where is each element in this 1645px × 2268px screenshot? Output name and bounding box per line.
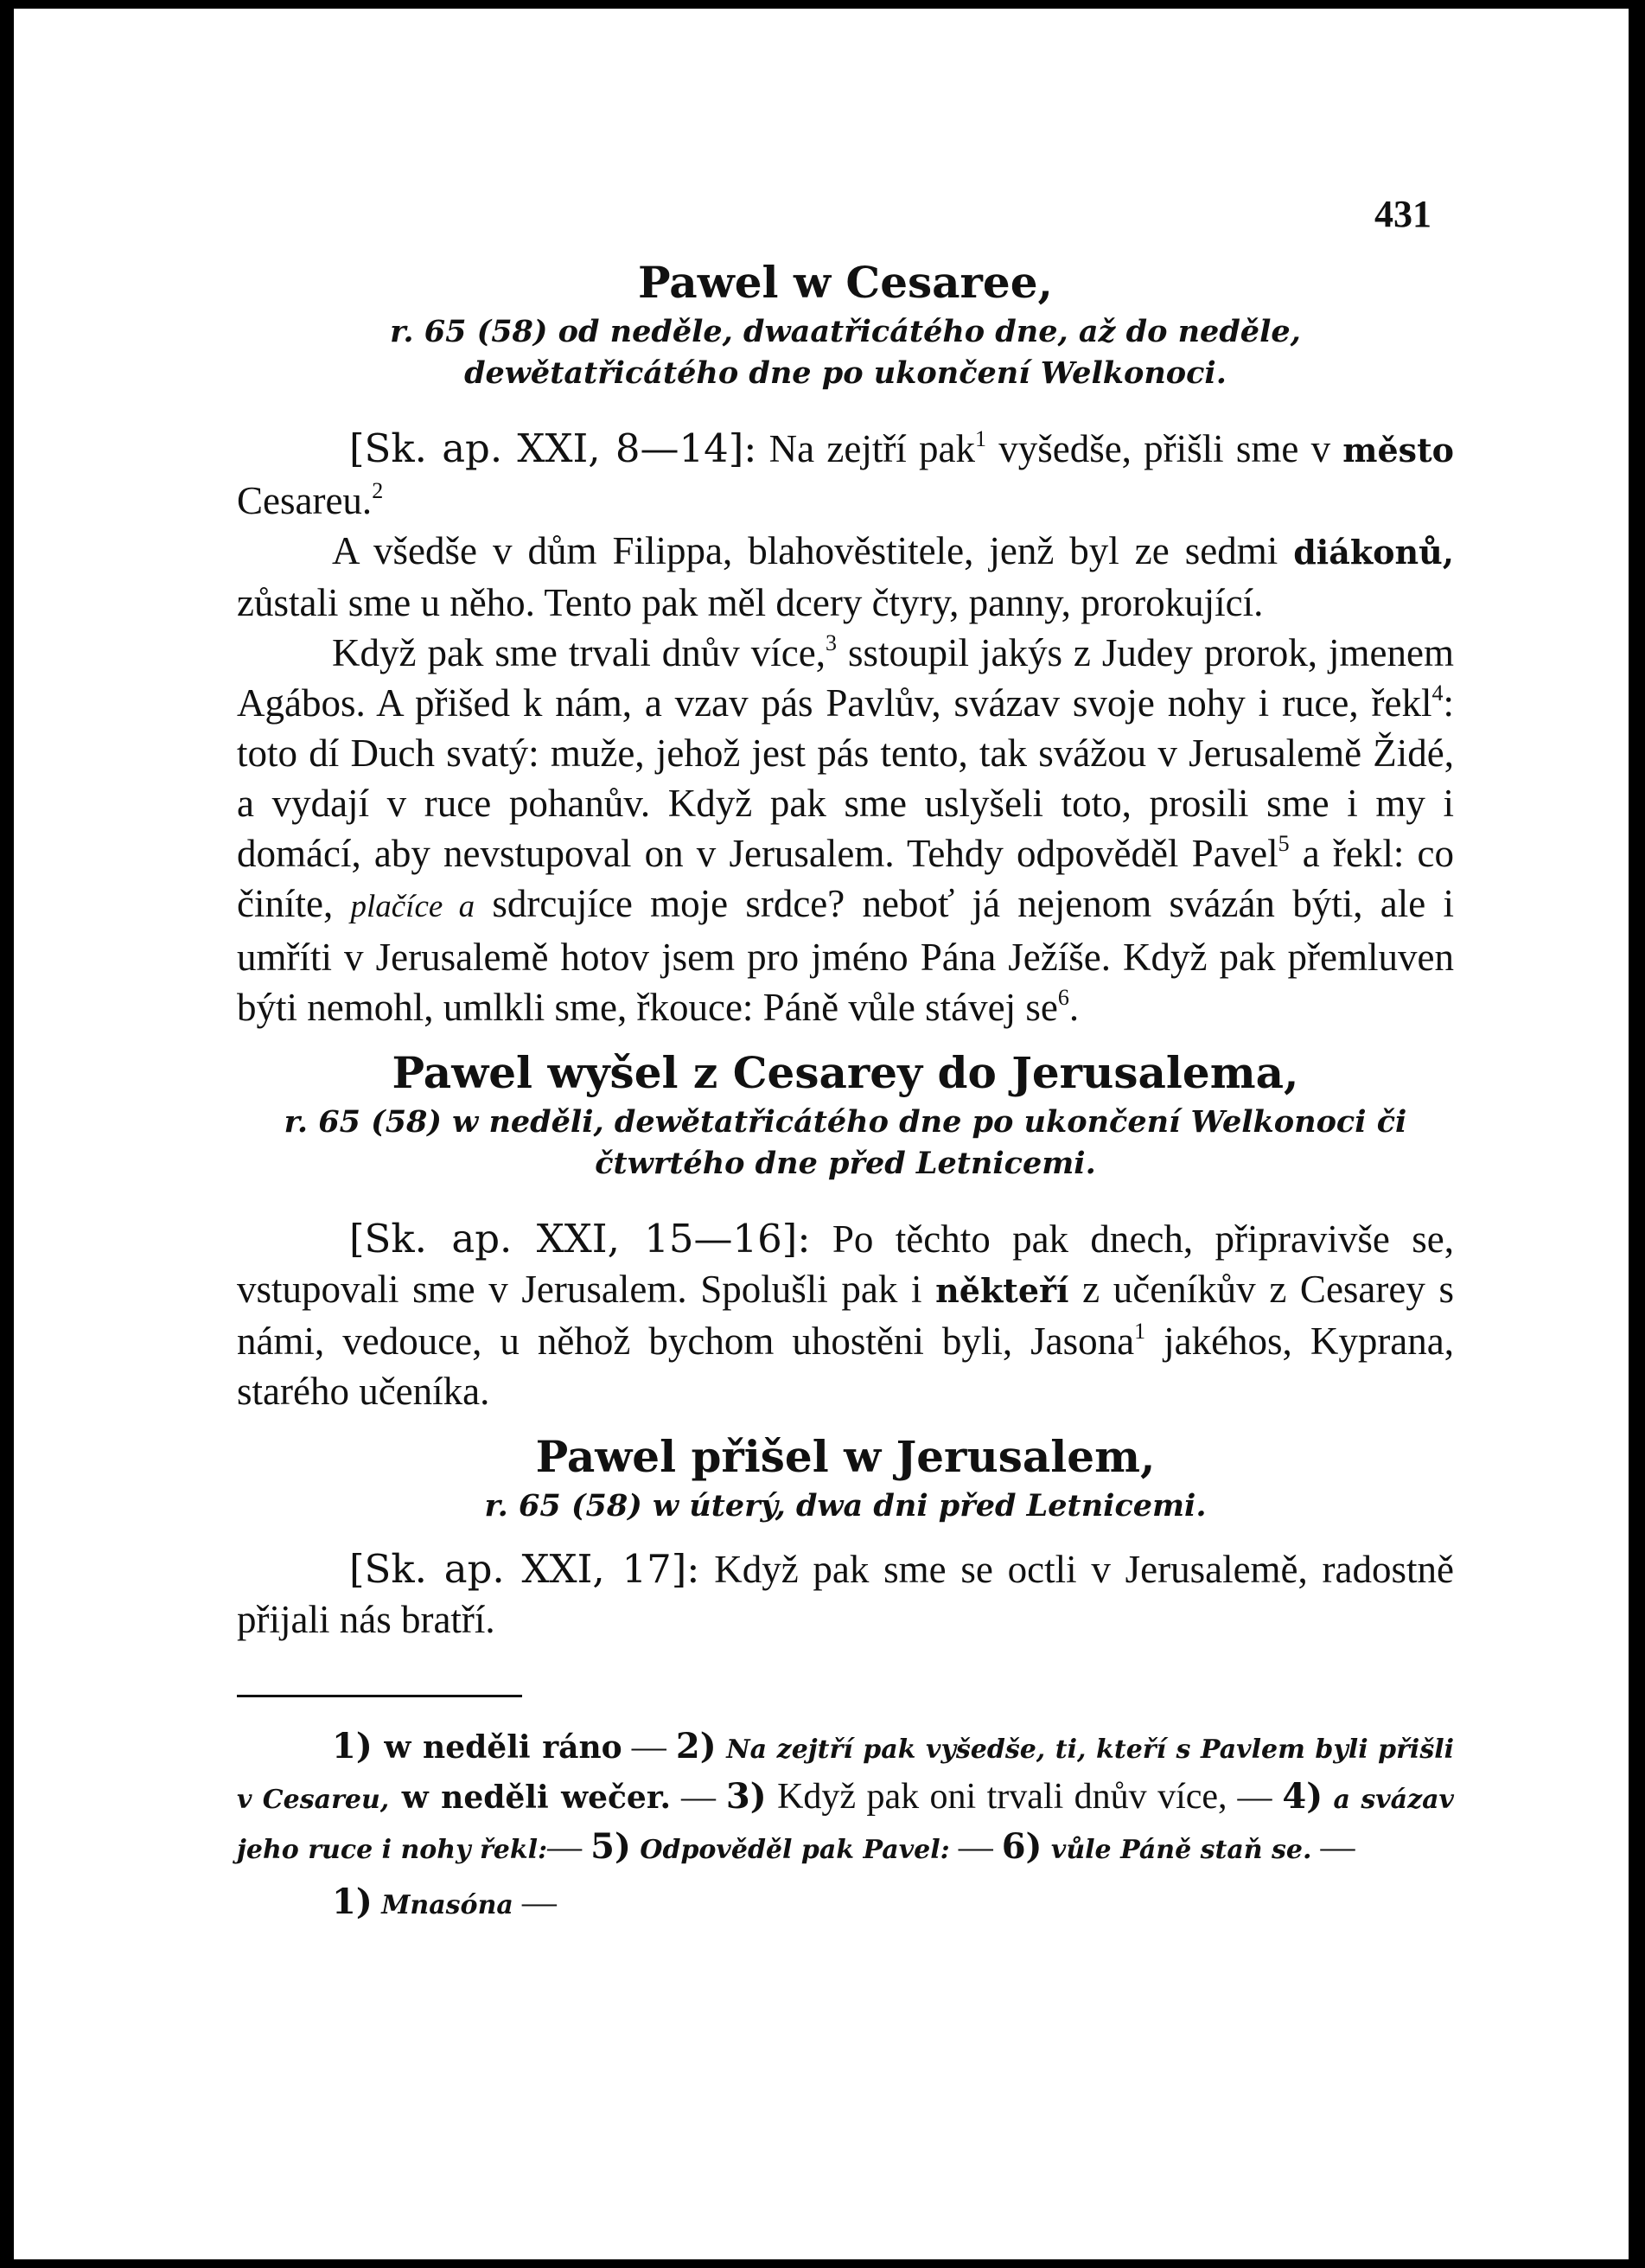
footnotes <box>237 1723 1454 1929</box>
paragraph: [Sk. ap. XXI, 15—16]: Po těchto pak dnech, připravivše se, vstupovali sme v Jerusalem. Spolušli pak i někteří z učeníkův z Cesarey s námi, vedouce, u něhož bychom uhostěni byli, Jasona$^1$ jakéhos, Kyprana, starého učeníka. <box>237 1216 1455 1413</box>
footnote-mark: 1 <box>975 426 986 451</box>
book-page <box>14 9 1629 2259</box>
footnote-mark: 5 <box>1278 831 1290 856</box>
scripture-reference: [Sk. ap. XXI, 15—16]: <box>349 1216 811 1262</box>
page-content <box>237 178 1454 1929</box>
section-title-in-jerusalem: Pawel přišel w Jerusalem, <box>535 1431 1156 1482</box>
section-title-caesarea: Pawel w Cesaree, <box>638 257 1053 308</box>
footnote-block: 1) w neděli ráno — 2) Na zejtří pak vyšedše, ti, kteří s Pavlem byli přišli v Cesareu, w neděli wečer. — 3) Když pak oni trvali dnův více, — 4) a svázav jeho ruce i nohy řekl:— 5) Odpověděl pak Pavel: — 6) vůle Páně staň se. — <box>237 1726 1455 1867</box>
footnote-mark: 4 <box>1431 680 1444 706</box>
footnote-divider <box>237 1695 522 1697</box>
footnote-mark: 3 <box>825 630 837 655</box>
section-date-caesarea: r. 65 (58) od neděle, dwaatřicátého dne, až do neděle, dewětatřicátého dne po ukončení Welkonoci. <box>390 314 1301 391</box>
section-date-to-jerusalem: r. 65 (58) w neděli, dewětatřicátého dne po ukončení Welkonoci či čtwrtého dne před Letnicemi. <box>284 1104 1407 1181</box>
section-title-to-jerusalem: Pawel wyšel z Cesarey do Jerusalema, <box>392 1047 1299 1098</box>
footnote-mark: 2 <box>372 478 384 503</box>
paragraph: Když pak sme trvali dnův více,$^3$ sstoupil jakýs z Judey prorok, jmenem Agábos. A přišed k nám, a vzav pás Pavlův, svázav svoje nohy i ruce, řekl$^4$: toto dí Duch svatý: muže, jehož jest pás tento, tak svážou v Jerusalemě Židé, a vydají v ruce pohanův. Když pak sme uslyšeli toto, prosili sme i my i domácí, aby nevstupoval on v Jerusalem. Tehdy odpověděl Pavel$^5$ a řekl: co činíte, plačíce a sdrcujíce moje srdce? neboť já nejenom svázán býti, ale i umříti v Jerusalemě hotov jsem pro jméno Pána Ježíše. Když pak přemluven býti nemohl, umlkli sme, řkouce: Páně vůle stávej $se^6$. <box>237 630 1454 1029</box>
paragraph: A všedše v dům Filippa, blahověstitele, jenž byl ze sedmi diákonů, zůstali sme u něho. Tento pak měl dcery čtyry, panny, prorokující. <box>237 529 1454 624</box>
paragraph: [Sk. ap. XXI, 8—14]: Na zejtří pak$^1$ vyšedše, přišli sme v město Cesareu.$^2$ <box>237 425 1454 522</box>
footnote-mark: 1 <box>1134 1319 1146 1344</box>
scripture-reference: [Sk. ap. XXI, 8—14]: <box>349 425 757 471</box>
page-number: 431 <box>1374 193 1431 235</box>
footnote-block: 1) Mnasóna — <box>332 1881 557 1922</box>
paragraph: [Sk. ap. XXI, 17]: Když pak sme se octli v Jerusalemě, radostně přijali nás bratří. <box>237 1546 1454 1641</box>
footnote-mark: 6 <box>1057 985 1069 1010</box>
section-date-in-jerusalem: r. 65 (58) w úterý, dwa dni před Letnicemi. <box>484 1488 1207 1524</box>
scripture-reference: [Sk. ap. XXI, 17]: <box>349 1546 700 1592</box>
